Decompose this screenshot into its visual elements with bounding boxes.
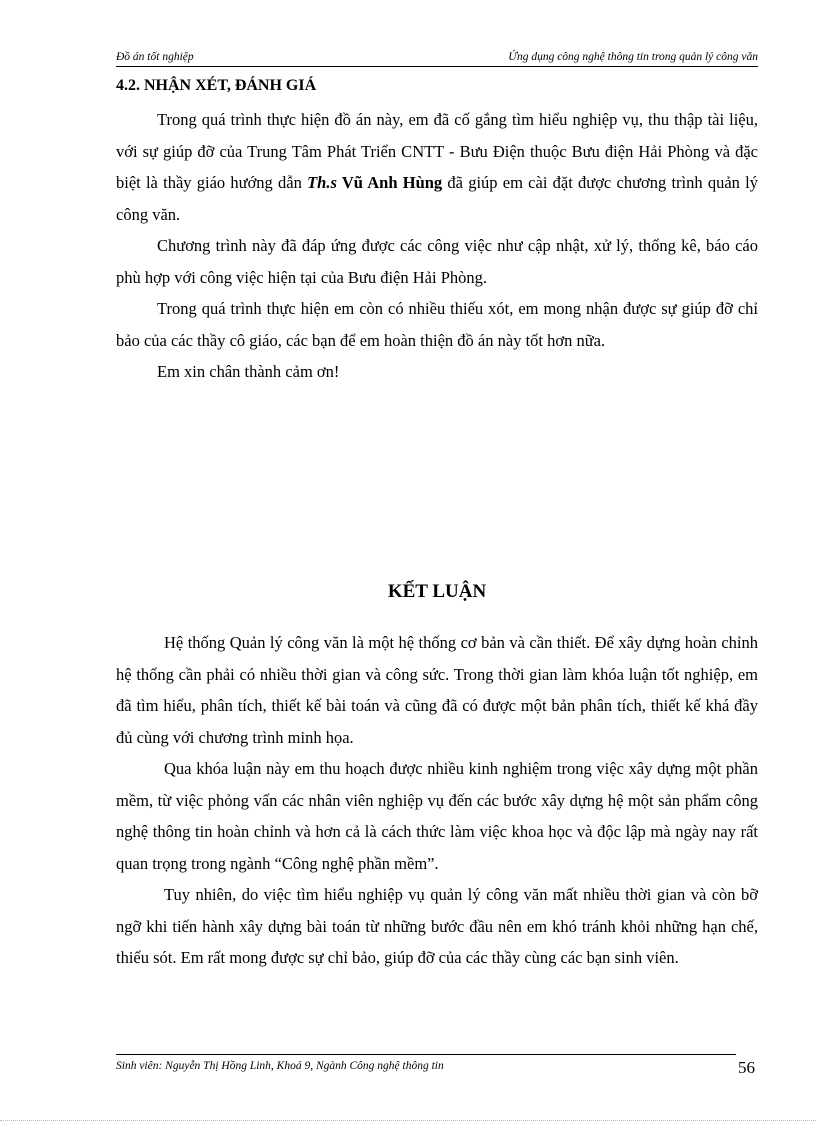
- section-title: 4.2. NHẬN XÉT, ĐÁNH GIÁ: [116, 77, 317, 94]
- footer-text: Sinh viên: Nguyễn Thị Hồng Linh, Khoá 9, Ngành Công nghệ thông tin: [116, 1060, 444, 1072]
- degree-title: Th.s: [307, 173, 337, 192]
- paragraph: Qua khóa luận này em thu hoạch được nhiều kinh nghiệm trong việc xây dựng một phần mềm, từ việc phỏng vấn các nhân viên nghiệp vụ đến các bước xây dựng hệ một sản phẩm công nghệ thông tin hoàn chỉnh và hơn cả là cách thức làm việc khoa học và độc lập mà ngày nay rất quan trọng trong ngành “Công nghệ phần mềm”.: [116, 759, 758, 873]
- advisor-name: Vũ Anh Hùng: [336, 173, 443, 192]
- paragraph: Tuy nhiên, do việc tìm hiểu nghiệp vụ quản lý công văn mất nhiều thời gian và còn bỡ ngỡ khi tiến hành xây dựng bài toán từ những bước đầu nên em khó tránh khỏi những hạn chế, thiếu sót. Em rất mong được sự chỉ bảo, giúp đỡ của các thầy cùng các bạn sinh viên.: [116, 885, 758, 967]
- paragraph: Trong quá trình thực hiện đồ án này, em đã cố gắng tìm hiểu nghiệp vụ, thu thập tài liệu, với sự giúp đỡ của Trung Tâm Phát Triển CNTT - Bưu Điện thuộc Bưu điện Hải Phòng và đặc biệt là thầy giáo hướng dẫn Th.s Vũ Anh Hùng đã giúp em cài đặt được chương trình quản lý công văn.: [116, 110, 758, 224]
- header-right: Ứng dụng công nghệ thông tin trong quản lý công văn: [508, 51, 758, 63]
- page-edge: [0, 1120, 816, 1121]
- page-header: [116, 50, 758, 67]
- page-number: 56: [738, 1058, 755, 1077]
- paragraph: Chương trình này đã đáp ứng được các công việc như cập nhật, xử lý, thống kê, báo cáo phù hợp với công việc hiện tại của Bưu điện Hải Phòng.: [116, 236, 758, 287]
- paragraph: Trong quá trình thực hiện em còn có nhiều thiếu xót, em mong nhận được sự giúp đỡ chỉ bảo của các thầy cô giáo, các bạn để em hoàn thiện đồ án này tốt hơn nữa.: [116, 299, 758, 350]
- paragraph: Em xin chân thành cảm ơn!: [157, 362, 340, 381]
- header-left: Đồ án tốt nghiệp: [116, 51, 194, 63]
- section-body: [116, 104, 758, 388]
- page-footer: [116, 1054, 736, 1073]
- conclusion-title: KẾT LUẬN: [387, 581, 487, 602]
- paragraph: Hệ thống Quản lý công văn là một hệ thống cơ bản và cần thiết. Để xây dựng hoàn chỉnh hệ thống cần phải có nhiều thời gian và công sức. Trong thời gian làm khóa luận tốt nghiệp, em đã tìm hiểu, phân tích, thiết kế bài toán và cũng đã có được một bản phân tích, thiết kế khá đầy đủ cùng với chương trình minh họa.: [116, 633, 758, 747]
- conclusion-body: [116, 627, 758, 974]
